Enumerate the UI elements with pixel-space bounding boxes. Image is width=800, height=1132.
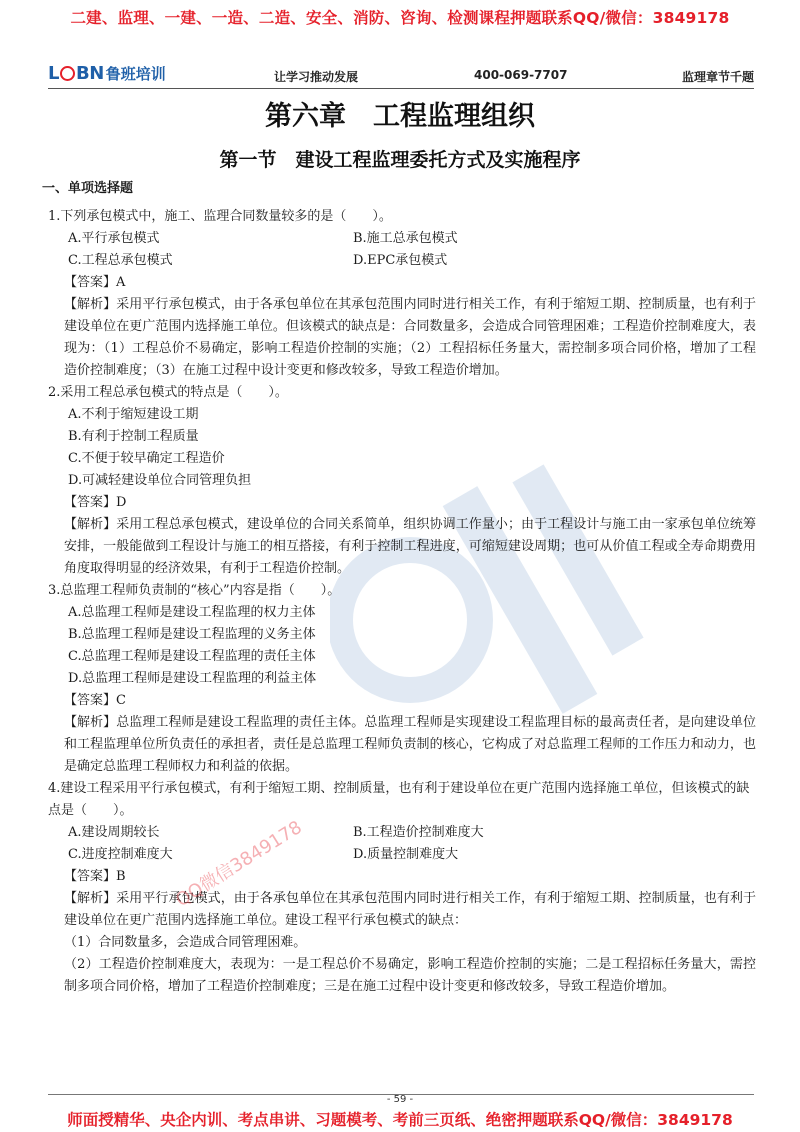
question-stem: 3.总监理工程师负责制的“核心”内容是指（ ）。 bbox=[48, 583, 341, 598]
analysis: 【解析】总监理工程师是建设工程监理的责任主体。总监理工程师是实现建设工程监理目标的最高责任者，是向建设单位和工程监理单位所负责任的承担者，责任是总监理工程师负责制的核心，它构成了对总监理工程师的工作压力和动力，也是确定总监理工程师权力和利益的依据。 bbox=[64, 715, 756, 774]
option-c: C.工程总承包模式 bbox=[68, 253, 173, 268]
answer: 【答案】B bbox=[64, 869, 126, 884]
question-type-heading: 一、单项选择题 bbox=[42, 181, 134, 196]
answer: 【答案】D bbox=[64, 495, 127, 510]
option-c: C.不便于较早确定工程造价 bbox=[68, 451, 225, 466]
watermark-text: QQ微信3849178 bbox=[172, 816, 306, 912]
question-stem: 1.下列承包模式中，施工、监理合同数量较多的是（ ）。 bbox=[48, 209, 392, 224]
option-b: B.施工总承包模式 bbox=[353, 231, 458, 246]
bottom-promo-banner: 师面授精华、央企内训、考点串讲、习题模考、考前三页纸、绝密押题联系QQ/微信：3849178 bbox=[67, 1111, 733, 1129]
section-title: 第一节 建设工程监理委托方式及实施程序 bbox=[219, 149, 581, 171]
question-stem: 2.采用工程总承包模式的特点是（ ）。 bbox=[48, 385, 288, 400]
option-b: B.工程造价控制难度大 bbox=[353, 825, 484, 840]
answer: 【答案】C bbox=[64, 693, 126, 708]
option-a: A.总监理工程师是建设工程监理的权力主体 bbox=[68, 605, 316, 620]
content-body bbox=[42, 178, 756, 998]
header-divider bbox=[48, 88, 754, 89]
options bbox=[48, 822, 756, 866]
option-d: D.质量控制难度大 bbox=[353, 847, 459, 862]
question-3 bbox=[48, 580, 756, 778]
option-b: B.有利于控制工程质量 bbox=[68, 429, 199, 444]
options bbox=[48, 404, 756, 492]
question-stem: 4.建设工程采用平行承包模式，有利于缩短工期、控制质量，也有利于建设单位在更广范围内选择施工单位，但该模式的缺点是（ ）。 bbox=[48, 781, 750, 818]
option-c: C.总监理工程师是建设工程监理的责任主体 bbox=[68, 649, 316, 664]
question-4 bbox=[48, 778, 756, 998]
question-2 bbox=[48, 382, 756, 580]
analysis: 【解析】采用平行承包模式，由于各承包单位在其承包范围内同时进行相关工作，有利于缩短工期、控制质量，也有利于建设单位在更广范围内选择施工单位。建设工程平行承包模式的缺点： bbox=[64, 891, 756, 928]
header-slogan: 让学习推动发展 bbox=[274, 70, 359, 84]
logo-latin: L BN bbox=[48, 63, 104, 84]
page-number: - 59 - bbox=[386, 1094, 414, 1105]
logo-chinese: 鲁班培训 bbox=[105, 65, 166, 83]
option-a: A.建设周期较长 bbox=[68, 825, 160, 840]
option-d: D.可减轻建设单位合同管理负担 bbox=[68, 473, 252, 488]
option-d: D.EPC承包模式 bbox=[353, 253, 448, 268]
header-series: 监理章节千题 bbox=[681, 70, 754, 84]
answer: 【答案】A bbox=[64, 275, 126, 290]
option-d: D.总监理工程师是建设工程监理的利益主体 bbox=[68, 671, 317, 686]
option-a: A.不利于缩短建设工期 bbox=[68, 407, 199, 422]
top-promo-banner: 二建、监理、一建、一造、二造、安全、消防、咨询、检测课程押题联系QQ/微信：3849178 bbox=[70, 9, 730, 27]
analysis-point-1: （1）合同数量多，会造成合同管理困难。 bbox=[64, 935, 307, 950]
analysis: 【解析】采用平行承包模式，由于各承包单位在其承包范围内同时进行相关工作，有利于缩短工期、控制质量，也有利于建设单位在更广范围内选择施工单位。但该模式的缺点是：合同数量多，会造成合同管理困难；工程造价控制难度大，表现为：（1）工程总价不易确定，影响工程造价控制的实施；（2）工程招标任务量大，需控制多项合同价格，增加了工程造价控制难度；（3）在施工过程中设计变更和修改较多，导致工程造价增加。 bbox=[64, 297, 756, 378]
option-c: C.进度控制难度大 bbox=[68, 847, 173, 862]
options bbox=[48, 228, 756, 272]
option-a: A.平行承包模式 bbox=[68, 231, 160, 246]
header-phone: 400-069-7707 bbox=[474, 68, 568, 82]
analysis-point-2: （2）工程造价控制难度大，表现为：一是工程总价不易确定，影响工程造价控制的实施；二是工程招标任务量大，需控制多项合同价格，增加了工程造价控制难度；三是在施工过程中设计变更和修改较多，导致工程造价增加。 bbox=[64, 957, 756, 994]
question-1 bbox=[48, 206, 756, 382]
options bbox=[48, 602, 756, 690]
logo bbox=[48, 63, 166, 84]
page-header bbox=[48, 63, 754, 88]
analysis: 【解析】采用工程总承包模式，建设单位的合同关系简单，组织协调工作量小；由于工程设计与施工由一家承包单位统筹安排，一般能做到工程设计与施工的相互搭接，有利于控制工程进度，可缩短建设周期；也可从价值工程或全寿命期费用角度取得明显的经济效果，有利于工程造价控制。 bbox=[64, 517, 756, 576]
chapter-title: 第六章 工程监理组织 bbox=[265, 101, 535, 132]
logo-o-mark bbox=[60, 66, 75, 81]
option-b: B.总监理工程师是建设工程监理的义务主体 bbox=[68, 627, 316, 642]
